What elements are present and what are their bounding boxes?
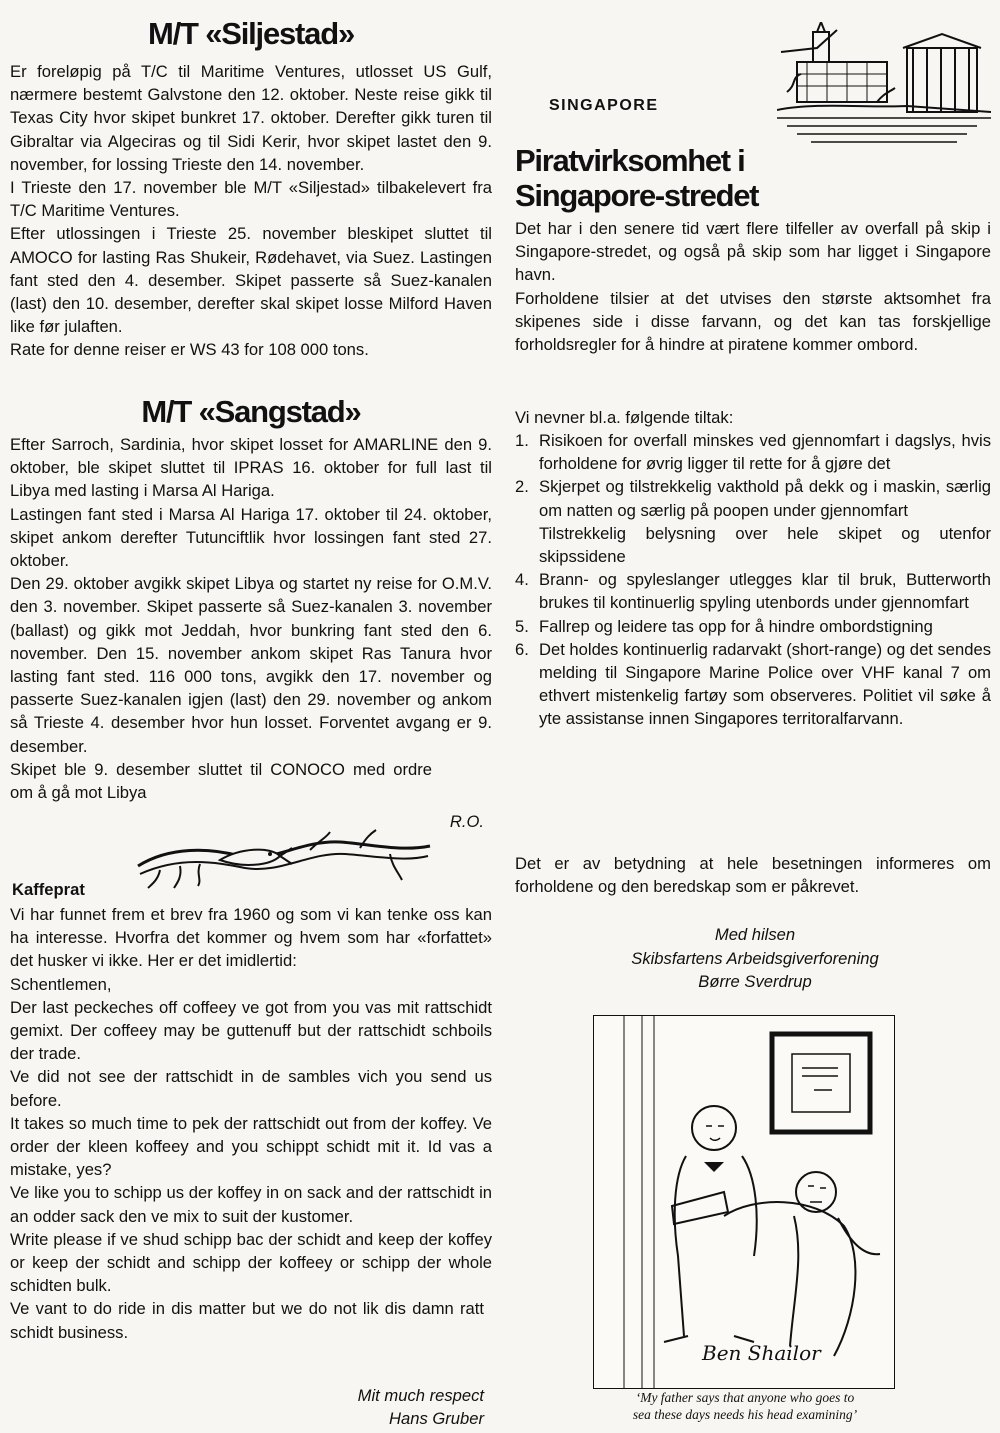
list-item (515, 638, 991, 731)
list-text: Fallrep og leidere tas opp for å hindre ombordstigning (539, 616, 933, 636)
kaffeprat-paragraph: Ve did not see der rattschidt in de sambles vich you send us before. (10, 1067, 492, 1110)
section-kicker: SINGAPORE (549, 97, 659, 114)
measures-list (515, 429, 991, 731)
singapore-skyline-illustration (777, 22, 991, 150)
list-text: Det holdes kontinuerlig radarvakt (short-range) og det sendes melding til Singapore Marine Police over VHF kanal 7 om ethvert mistenkelig fartøy som observeres. Politiet vil søke å yte assistanse innen Singapores territoralfarvann. (539, 639, 991, 729)
siljestad-paragraph: Rate for denne reiser er WS 43 for 108 000 tons. (10, 340, 369, 360)
kaffeprat-paragraph: Ve vant to do ride in dis matter but we do not lik dis damn ratt schidt business. (10, 1299, 484, 1342)
kaffeprat-closing: Mit much respect (357, 1386, 484, 1405)
sangstad-paragraph: Lastingen fant sted i Marsa Al Hariga 17. oktober til 24. oktober, skipet ankom derefter Tutunciftlik hvor lossingen fant sted 27. oktober. (10, 504, 492, 571)
list-item (515, 475, 991, 521)
sign-name: Børre Sverdrup (698, 972, 812, 991)
list-number: 5. (515, 616, 529, 636)
intro-paragraph: Forholdene tilsier at det utvises den største aktsomhet fra skipenes side i disse farvann, og det kan tas forskjellige forholdsregler for å hindre at piratene kommer ombord. (515, 288, 991, 355)
list-number: 6. (515, 639, 529, 659)
kaffeprat-paragraph: Write please if ve shud schipp bac der schidt and keep der koffey or keep der schidt and schipp der koffeey or schipp der whole schidten bulk. (10, 1229, 492, 1296)
list-item (515, 615, 991, 638)
sangstad-paragraph: Den 29. oktober avgikk skipet Libya og startet ny reise for O.M.V. den 3. november. Skipet passerte så Suez-kanalen 3. november (ballast) og gikk mot Jeddah, hvor bunkring fant sted den 6. november. Den 15. november ankom skipet Ras Tanura hvor lasting fant sted. 116 000 tons, avgikk den 17. november og passerte Suez-kanalen igjen (last) den 29. november og ankom så Trieste 4. desember hvor hun losset. Forventet avgang er 9. desember. (10, 574, 492, 756)
kaffeprat-body (10, 903, 492, 1344)
list-number: 4. (515, 570, 529, 590)
list-item (515, 429, 991, 475)
sangstad-signature: R.O. (449, 812, 484, 831)
list-intro: Vi nevner bl.a. følgende tiltak: (515, 408, 734, 427)
list-text: Tilstrekkelig belysning over hele skipet og utenfor skipssidene (539, 523, 991, 567)
article-intro (515, 217, 991, 356)
kaffeprat-signature: Hans Gruber (389, 1409, 484, 1428)
kaffeprat-paragraph: Schentlemen, (10, 974, 112, 994)
cartoon-caption-line: ‘My father says that anyone who goes to (635, 1390, 855, 1405)
cartoon-signature: Ben Shailor (702, 1341, 821, 1365)
sangstad-title: M/T «Sangstad» (141, 394, 361, 429)
closing-paragraph: Det er av betydning at hele besetningen informeres om forholdene og den beredskap som er påkrevet. (515, 854, 991, 897)
fish-illustration (130, 826, 440, 892)
siljestad-paragraph: Er foreløpig på T/C til Maritime Ventures, utlosset US Gulf, nærmere bestemt Galvstone den 12. oktober. Neste reise gikk til Texas City hvor skipet bunkret 17. oktober. Derefter gikk turen til Gibraltar via Algeciras og til Sidi Kerir, hvor skipet lastet den 9. november, for lossing Trieste den 14. november. (10, 62, 492, 174)
intro-paragraph: Det har i den senere tid vært flere tilfeller av overfall på skip i Singapore-stredet, og også på skip som har ligget i Singapore havn. (515, 219, 991, 285)
siljestad-paragraph: Efter utlossingen i Trieste 25. november bleskipet sluttet til AMOCO for lasting Ras Shukeir, Rødehavet, via Suez. Lastingen fant sted den 4. desember. Skipet passerte så Suez-kanalen (last) den 10. desember, derefter skal skipet losse Milford Haven like før julaften. (10, 224, 492, 337)
siljestad-body (10, 60, 492, 362)
list-text: Risikoen for overfall minskes ved gjennomfart i dagslys, hvis forholdene for øvrig ligger til rette for å gjøre det (539, 431, 991, 474)
cartoon-caption-line: sea these days needs his head examining’ (632, 1407, 858, 1422)
siljestad-paragraph: I Trieste den 17. november ble M/T «Siljestad» tilbakelevert fra T/C Maritime Ventures. (10, 178, 492, 221)
list-number: 2. (515, 477, 529, 497)
sangstad-body (10, 433, 492, 804)
list-text: Skjerpet og tilstrekkelig vakthold på dekk og i maskin, særlig om natten og særlig på poopen under gjennomfart (539, 477, 991, 520)
kaffeprat-paragraph: It takes so much time to pek der rattschidt out from der koffey. Ve order der kleen koffeey and you schippt schidt mit it. Id vas a mistake, yes? (10, 1113, 492, 1180)
kaffeprat-heading: Kaffeprat (12, 880, 85, 899)
cartoon-illustration (594, 1016, 894, 1388)
article-signature (555, 923, 955, 994)
sangstad-paragraph: Efter Sarroch, Sardinia, hvor skipet losset for AMARLINE den 9. oktober, ble skipet sluttet til IPRAS 16. oktober for full last til Libya med lasting i Marsa Al Hariga. (10, 435, 492, 501)
sign-greeting: Med hilsen (714, 925, 796, 944)
list-item (515, 522, 991, 568)
cartoon-caption (575, 1389, 915, 1423)
list-item (515, 568, 991, 614)
list-text: Brann- og spyleslanger utlegges klar til bruk, Butterworth brukes til kontinuerlig spyling utenbords under gjennomfart (539, 570, 991, 613)
siljestad-title: M/T «Siljestad» (148, 16, 354, 51)
closing-paragraph-box (515, 852, 991, 898)
kaffeprat-paragraph: Ve like you to schipp us der koffey in on sack and der rattschidt in an odder sack den ve mix to suit der kustomer. (10, 1183, 492, 1226)
article-title-line1: Piratvirksomhet i (515, 143, 745, 178)
sign-organisation: Skibsfartens Arbeidsgiverforening (631, 948, 879, 968)
kaffeprat-intro: Vi har funnet frem et brev fra 1960 og som vi kan tenke oss kan ha interesse. Hvorfra det kommer og hvem som har «forfattet» det husker vi ikke. Her er det imidlertid: (10, 905, 492, 971)
list-number: 1. (515, 431, 529, 450)
kaffeprat-paragraph: Der last peckeches off coffeey ve got from you vas mit rattschidt gemixt. Der coffeey may be guttenuff but der rattschidt schboils der trade. (10, 997, 492, 1064)
article-title-line2: Singapore-stredet (515, 178, 759, 213)
sangstad-paragraph: Skipet ble 9. desember sluttet til CONOCO med ordre om å gå mot Libya (10, 759, 432, 803)
cartoon-frame (593, 1015, 895, 1389)
